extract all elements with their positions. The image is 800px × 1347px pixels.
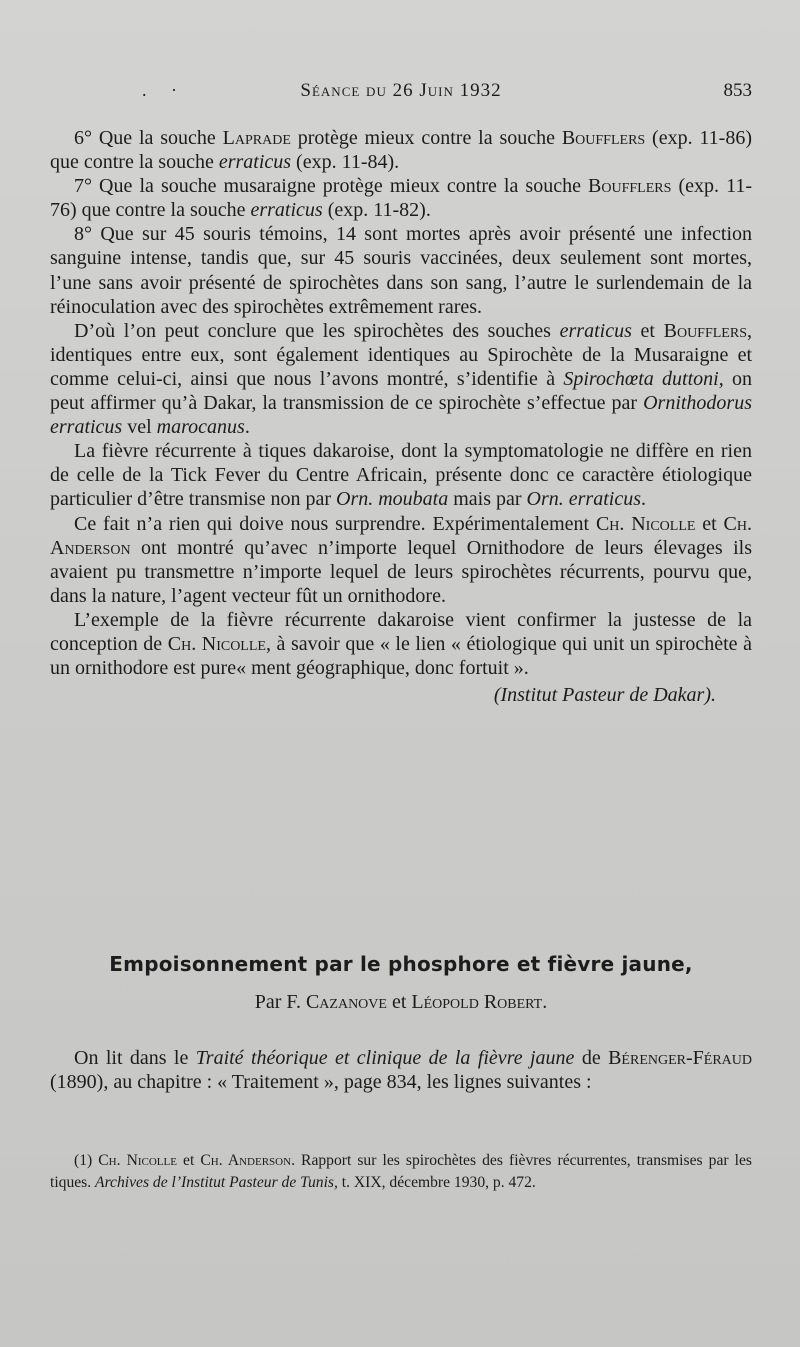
- article-title: Empoisonnement par le phosphore et fièvre jaune,: [109, 952, 693, 976]
- author-name: Ch. Anderson: [200, 1152, 292, 1169]
- species-name: Orn. erraticus: [526, 488, 641, 511]
- paragraph-8: 8° Que sur 45 souris témoins, 14 sont mortes après avoir présenté une infection sanguine intense, tandis que, sur 45 souris vaccinées, deux seulement sont mortes, l’une sans avoir présenté de spirochètes dans son sang, l’autre le surlendemain de la réinoculation avec des spirochètes extrêmement rares.: [50, 223, 752, 318]
- text-run: On lit dans le: [74, 1047, 196, 1069]
- species-name: erraticus: [250, 199, 323, 222]
- text-run: .: [641, 488, 646, 511]
- species-name: erraticus: [559, 319, 632, 342]
- text-run: et: [631, 319, 664, 342]
- book-title: Traité théorique et clinique de la fièvre jaune: [195, 1047, 575, 1069]
- text-run: (exp. 11-76) que contre la souche: [50, 175, 752, 222]
- paragraph-7: [50, 174, 752, 222]
- paragraph-9: [50, 319, 752, 439]
- intro-paragraph: [50, 1046, 752, 1094]
- text-run: (exp. 11-82).: [322, 199, 431, 222]
- header-ornament: . ·: [142, 80, 187, 100]
- author-name: Léopold Robert: [411, 991, 543, 1013]
- text-run: (exp. 11-86) que contre la souche: [50, 127, 752, 174]
- text-run: ont montré qu’avec n’importe lequel Ornithodore de leurs élevages ils avaient pu transmettre n’importe lequel de leurs spirochètes récurrents, pourvu que, dans la nature, l’agent vecteur fût un ornithodore.: [50, 536, 752, 607]
- text-run: et: [176, 1152, 201, 1169]
- text-run: , à savoir que « le lien « étiologique qui unit un spirochète à un ornithodore est pure« ment géographique, donc fortuit ».: [50, 632, 752, 680]
- footnote: [50, 1150, 752, 1194]
- author-name: Ch. Anderson: [50, 512, 752, 559]
- species-name: Ornithodorus erraticus: [50, 392, 752, 439]
- text-run: de: [574, 1047, 609, 1069]
- text-run: L’exemple de la fièvre récurrente dakaroise vient confirmer la justesse de la conception de: [50, 608, 752, 655]
- text-run: 7° Que la souche musaraigne protège mieux contre la souche: [74, 175, 589, 198]
- page-header: [50, 80, 752, 110]
- species-name: erraticus: [218, 151, 292, 174]
- text-run: Ce fait n’a rien qui doive nous surprendre. Expérimentalement: [74, 512, 596, 535]
- running-head: Séance du 26 Juin 1932: [300, 80, 502, 101]
- text-run: .: [244, 416, 250, 439]
- article-authors: [50, 991, 752, 1014]
- author-name: Cazanove: [305, 991, 387, 1013]
- text-run: (1890), au chapitre : « Traitement », page 834, les lignes suivantes :: [50, 1071, 592, 1093]
- strain-name: Laprade: [222, 127, 291, 149]
- text-run: , identiques entre eux, sont également identiques au Spirochète de la Musaraigne et comme celui-ci, ainsi que nous l’avons montré, s’identifie à: [50, 319, 752, 390]
- text-run: .: [542, 991, 548, 1013]
- author-name: Ch. Nicolle: [595, 512, 696, 535]
- paragraph-12: [50, 608, 752, 680]
- institution-signature: (Institut Pasteur de Dakar).: [493, 684, 716, 707]
- text-run: et: [695, 512, 724, 535]
- text-run: (exp. 11-84).: [291, 151, 400, 174]
- text-run: et: [386, 991, 412, 1013]
- paragraph-6: [50, 126, 752, 174]
- author-name: Ch. Nicolle: [98, 1152, 177, 1169]
- paragraph-10: [50, 439, 752, 511]
- species-name: marocanus: [156, 416, 245, 439]
- article-intro: [50, 1046, 752, 1094]
- text-run: D’où l’on peut conclure que les spirochètes des souches: [74, 319, 560, 342]
- text-run: t. XIX, décembre 1930, p. 472.: [337, 1174, 536, 1191]
- species-name: Orn. moubata: [336, 488, 449, 511]
- text-run: . Rapport sur les spirochètes des fièvres récurrentes, transmises par les tiques.: [50, 1152, 752, 1191]
- strain-name: Boufflers: [588, 175, 672, 198]
- text-run: Par F.: [254, 991, 306, 1013]
- text-run: 6° Que la souche: [74, 127, 223, 149]
- text-run: protège mieux contre la souche: [290, 127, 562, 149]
- paragraph-11: [50, 512, 752, 608]
- author-name: Ch. Nicolle: [167, 632, 266, 655]
- text-run: La fièvre récurrente à tiques dakaroise, dont la symptomatologie ne diffère en rien de celle de la Tick Fever du Centre Africain, présente donc ce caractère étiologique particulier d’être transmise non par: [50, 440, 752, 511]
- journal-title: Archives de l’Institut Pasteur de Tunis,: [95, 1174, 338, 1191]
- footnote-number: (1): [74, 1152, 99, 1169]
- strain-name: Boufflers: [561, 127, 646, 149]
- main-text: [50, 126, 752, 707]
- species-name: Spirochœta duttoni,: [563, 367, 724, 390]
- text-run: vel: [122, 416, 157, 439]
- page-number: 853: [723, 80, 752, 101]
- text-run: mais par: [448, 488, 527, 511]
- author-name: Bérenger-Féraud: [608, 1047, 752, 1069]
- text-run: on peut affirmer qu’à Dakar, la transmission de ce spirochète s’effectue par: [50, 367, 753, 415]
- strain-name: Boufflers: [663, 319, 747, 342]
- footnote-text: [50, 1150, 752, 1194]
